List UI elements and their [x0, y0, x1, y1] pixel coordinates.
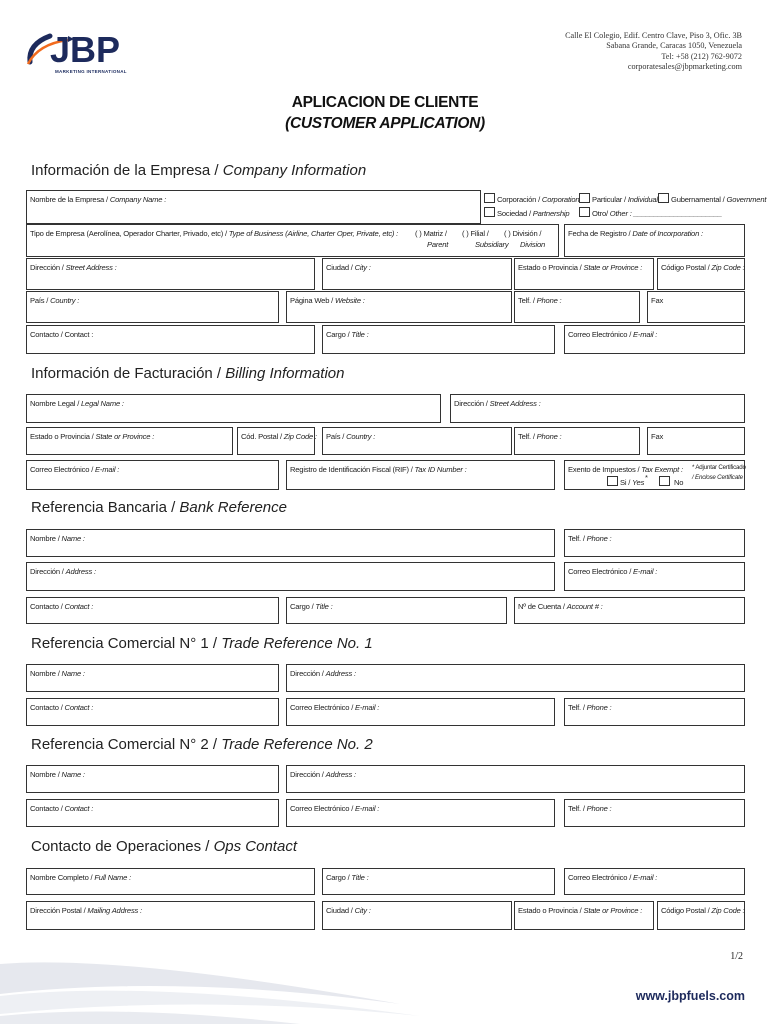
trade2-address-label: Dirección / Address :: [290, 770, 356, 779]
company-city-field[interactable]: [322, 258, 512, 290]
phone-line: Tel: +58 (212) 762-9072: [661, 51, 742, 61]
trade1-section-heading: Referencia Comercial N° 1 / Trade Reference No. 1: [31, 635, 373, 652]
billing-phone-field[interactable]: [514, 427, 640, 455]
certificate-note: * Adjuntar Certificado: [692, 464, 746, 471]
billing-state-label: Estado o Provincia / State or Province :: [30, 432, 155, 441]
billing-legal-name-label: Nombre Legal / Legal Name :: [30, 399, 124, 408]
billing-email-field[interactable]: [26, 460, 279, 490]
trade2-address-field[interactable]: [286, 765, 745, 793]
incorporation-date-label: Fecha de Registro / Date of Incorporation :: [568, 229, 703, 238]
billing-country-field[interactable]: [322, 427, 512, 455]
tax-exempt-yes-label: Si / Yes: [620, 478, 645, 487]
incorporation-date-field[interactable]: [564, 224, 745, 257]
business-type-field[interactable]: [26, 224, 559, 257]
email-line: corporatesales@jbpmarketing.com: [627, 62, 742, 72]
company-title-field[interactable]: [322, 325, 555, 354]
division-option[interactable]: ( ) División /: [504, 229, 542, 238]
bank-phone-field[interactable]: [564, 529, 745, 557]
subsidiary-option-en: Subsidiary: [475, 240, 509, 249]
company-email-field[interactable]: [564, 325, 745, 354]
company-address-field[interactable]: [26, 258, 315, 290]
ops-email-field[interactable]: [564, 868, 745, 895]
billing-fax-field[interactable]: [647, 427, 745, 455]
trade1-name-field[interactable]: [26, 664, 279, 692]
corporation-label: Corporación / Corporation: [497, 195, 580, 204]
company-address: [565, 31, 742, 73]
trade1-address-label: Dirección / Address :: [290, 669, 356, 678]
company-state-field[interactable]: [514, 258, 654, 290]
billing-zip-field[interactable]: [237, 427, 315, 455]
company-zip-field[interactable]: [657, 258, 745, 290]
trade2-email-field[interactable]: [286, 799, 555, 827]
company-phone-field[interactable]: [514, 291, 640, 323]
bank-email-field[interactable]: [564, 562, 745, 591]
bank-phone-label: Telf. / Phone :: [568, 534, 612, 543]
trade1-email-label: Correo Electrónico / E-mail :: [290, 703, 380, 712]
trade2-section-heading: Referencia Comercial N° 2 / Trade Reference No. 2: [31, 736, 373, 753]
billing-address-field[interactable]: [450, 394, 745, 423]
bank-contact-label: Contacto / Contact :: [30, 602, 94, 611]
company-country-label: País / Country :: [30, 296, 80, 305]
trade1-email-field[interactable]: [286, 698, 555, 726]
billing-legal-name-field[interactable]: [26, 394, 441, 423]
company-fax-field[interactable]: [647, 291, 745, 323]
ops-full-name-label: Nombre Completo / Full Name :: [30, 873, 131, 882]
ops-city-field[interactable]: [322, 901, 512, 930]
ops-zip-field[interactable]: [657, 901, 745, 930]
other-label: Otro/ Other : ______________________: [592, 209, 723, 218]
ops-email-label: Correo Electrónico / E-mail :: [568, 873, 658, 882]
company-website-label: Página Web / Website :: [290, 296, 365, 305]
ops-zip-label: Código Postal / Zip Code :: [661, 906, 745, 915]
company-country-field[interactable]: [26, 291, 279, 323]
company-zip-label: Código Postal / Zip Code :: [661, 263, 745, 272]
company-contact-field[interactable]: [26, 325, 315, 354]
company-title-label: Cargo / Title :: [326, 330, 369, 339]
page-number: 1/2: [730, 951, 743, 962]
bank-account-field[interactable]: [514, 597, 745, 624]
trade2-name-label: Nombre / Name :: [30, 770, 85, 779]
ops-mailing-address-field[interactable]: [26, 901, 315, 930]
trade2-name-field[interactable]: [26, 765, 279, 793]
subsidiary-option[interactable]: ( ) Filial /: [462, 229, 489, 238]
company-phone-label: Telf. / Phone :: [518, 296, 562, 305]
billing-email-label: Correo Electrónico / E-mail :: [30, 465, 120, 474]
bank-email-label: Correo Electrónico / E-mail :: [568, 567, 658, 576]
form-title: APLICACION DE CLIENTE: [291, 94, 479, 111]
billing-address-label: Dirección / Street Address :: [454, 399, 541, 408]
tax-exempt-no-checkbox[interactable]: [659, 476, 670, 486]
government-label: Gubernamental / Government: [671, 195, 767, 204]
individual-label: Particular / Individual: [592, 195, 658, 204]
billing-phone-label: Telf. / Phone :: [518, 432, 562, 441]
bank-address-label: Dirección / Address :: [30, 567, 96, 576]
billing-fax-label: Fax: [651, 432, 664, 441]
ops-title-label: Cargo / Title :: [326, 873, 369, 882]
partnership-checkbox[interactable]: [484, 207, 495, 217]
bank-contact-field[interactable]: [26, 597, 279, 624]
form-subtitle: (CUSTOMER APPLICATION): [285, 115, 485, 132]
billing-state-field[interactable]: [26, 427, 233, 455]
trade2-contact-field[interactable]: [26, 799, 279, 827]
corporation-checkbox[interactable]: [484, 193, 495, 203]
tax-exempt-label: Exento de Impuestos / Tax Exempt :: [568, 465, 683, 474]
company-city-label: Ciudad / City :: [326, 263, 371, 272]
ops-title-field[interactable]: [322, 868, 555, 895]
ops-mailing-address-label: Dirección Postal / Mailing Address :: [30, 906, 142, 915]
company-address-label: Dirección / Street Address :: [30, 263, 117, 272]
tax-exempt-no-label: No: [674, 478, 684, 487]
company-name-field[interactable]: [26, 190, 481, 224]
trade2-phone-label: Telf. / Phone :: [568, 804, 612, 813]
partnership-label: Sociedad / Partnership: [497, 209, 570, 218]
certificate-asterisk: *: [645, 473, 648, 482]
individual-checkbox[interactable]: [579, 193, 590, 203]
trade2-email-label: Correo Electrónico / E-mail :: [290, 804, 380, 813]
company-contact-label: Contacto / Contact :: [30, 330, 94, 339]
company-email-label: Correo Electrónico / E-mail :: [568, 330, 658, 339]
bank-section-heading: Referencia Bancaria / Bank Reference: [31, 499, 287, 516]
tax-exempt-yes-checkbox[interactable]: [607, 476, 618, 486]
ops-city-label: Ciudad / City :: [326, 906, 371, 915]
bank-account-label: Nº de Cuenta / Account # :: [518, 602, 603, 611]
logo-subtitle: MARKETING INTERNATIONAL: [55, 69, 127, 74]
company-section-heading: Información de la Empresa / Company Information: [31, 162, 367, 179]
bank-title-field[interactable]: [286, 597, 507, 624]
trade1-phone-field[interactable]: [564, 698, 745, 726]
trade1-address-field[interactable]: [286, 664, 745, 692]
trade2-contact-label: Contacto / Contact :: [30, 804, 94, 813]
business-type-label: Tipo de Empresa (Aerolínea, Operador Charter, Privado, etc) / Type of Business (Airline, Charter Oper, Private, etc) :: [30, 229, 399, 238]
certificate-note-en: / Enclose Certificate: [692, 474, 743, 481]
company-website-field[interactable]: [286, 291, 512, 323]
company-state-label: Estado o Provincia / State or Province :: [518, 263, 643, 272]
parent-option-en: Parent: [427, 240, 449, 249]
trade1-contact-label: Contacto / Contact :: [30, 703, 94, 712]
ops-state-label: Estado o Provincia / State or Province :: [518, 906, 643, 915]
billing-zip-label: Cód. Postal / Zip Code :: [241, 432, 317, 441]
division-option-en: Division: [520, 240, 545, 249]
footer-swoosh: [0, 934, 770, 1024]
company-name-label: Nombre de la Empresa / Company Name :: [30, 195, 167, 204]
billing-country-label: País / Country :: [326, 432, 376, 441]
bank-name-field[interactable]: [26, 529, 555, 557]
trade1-contact-field[interactable]: [26, 698, 279, 726]
billing-tax-id-label: Registro de Identificación Fiscal (RIF) / Tax ID Number :: [290, 465, 467, 474]
tax-exempt-field: [564, 460, 745, 490]
address-line: Sabana Grande, Caracas 1050, Venezuela: [606, 41, 742, 51]
company-fax-label: Fax: [651, 296, 664, 305]
billing-section-heading: Información de Facturación / Billing Information: [31, 365, 345, 382]
footer-website-link[interactable]: www.jbpfuels.com: [635, 989, 745, 1003]
address-line: Calle El Colegio, Edif. Centro Clave, Piso 3, Ofic. 3B: [565, 31, 742, 40]
logo-text: JBP: [50, 29, 121, 70]
government-checkbox[interactable]: [658, 193, 669, 203]
bank-name-label: Nombre / Name :: [30, 534, 85, 543]
bank-title-label: Cargo / Title :: [290, 602, 333, 611]
ops-state-field[interactable]: [514, 901, 654, 930]
trade1-name-label: Nombre / Name :: [30, 669, 85, 678]
trade1-phone-label: Telf. / Phone :: [568, 703, 612, 712]
parent-option[interactable]: ( ) Matriz /: [415, 229, 447, 238]
ops-full-name-field[interactable]: [26, 868, 315, 895]
other-checkbox[interactable]: [579, 207, 590, 217]
billing-tax-id-field[interactable]: [286, 460, 555, 490]
trade2-phone-field[interactable]: [564, 799, 745, 827]
bank-address-field[interactable]: [26, 562, 555, 591]
ops-section-heading: Contacto de Operaciones / Ops Contact: [31, 838, 297, 855]
